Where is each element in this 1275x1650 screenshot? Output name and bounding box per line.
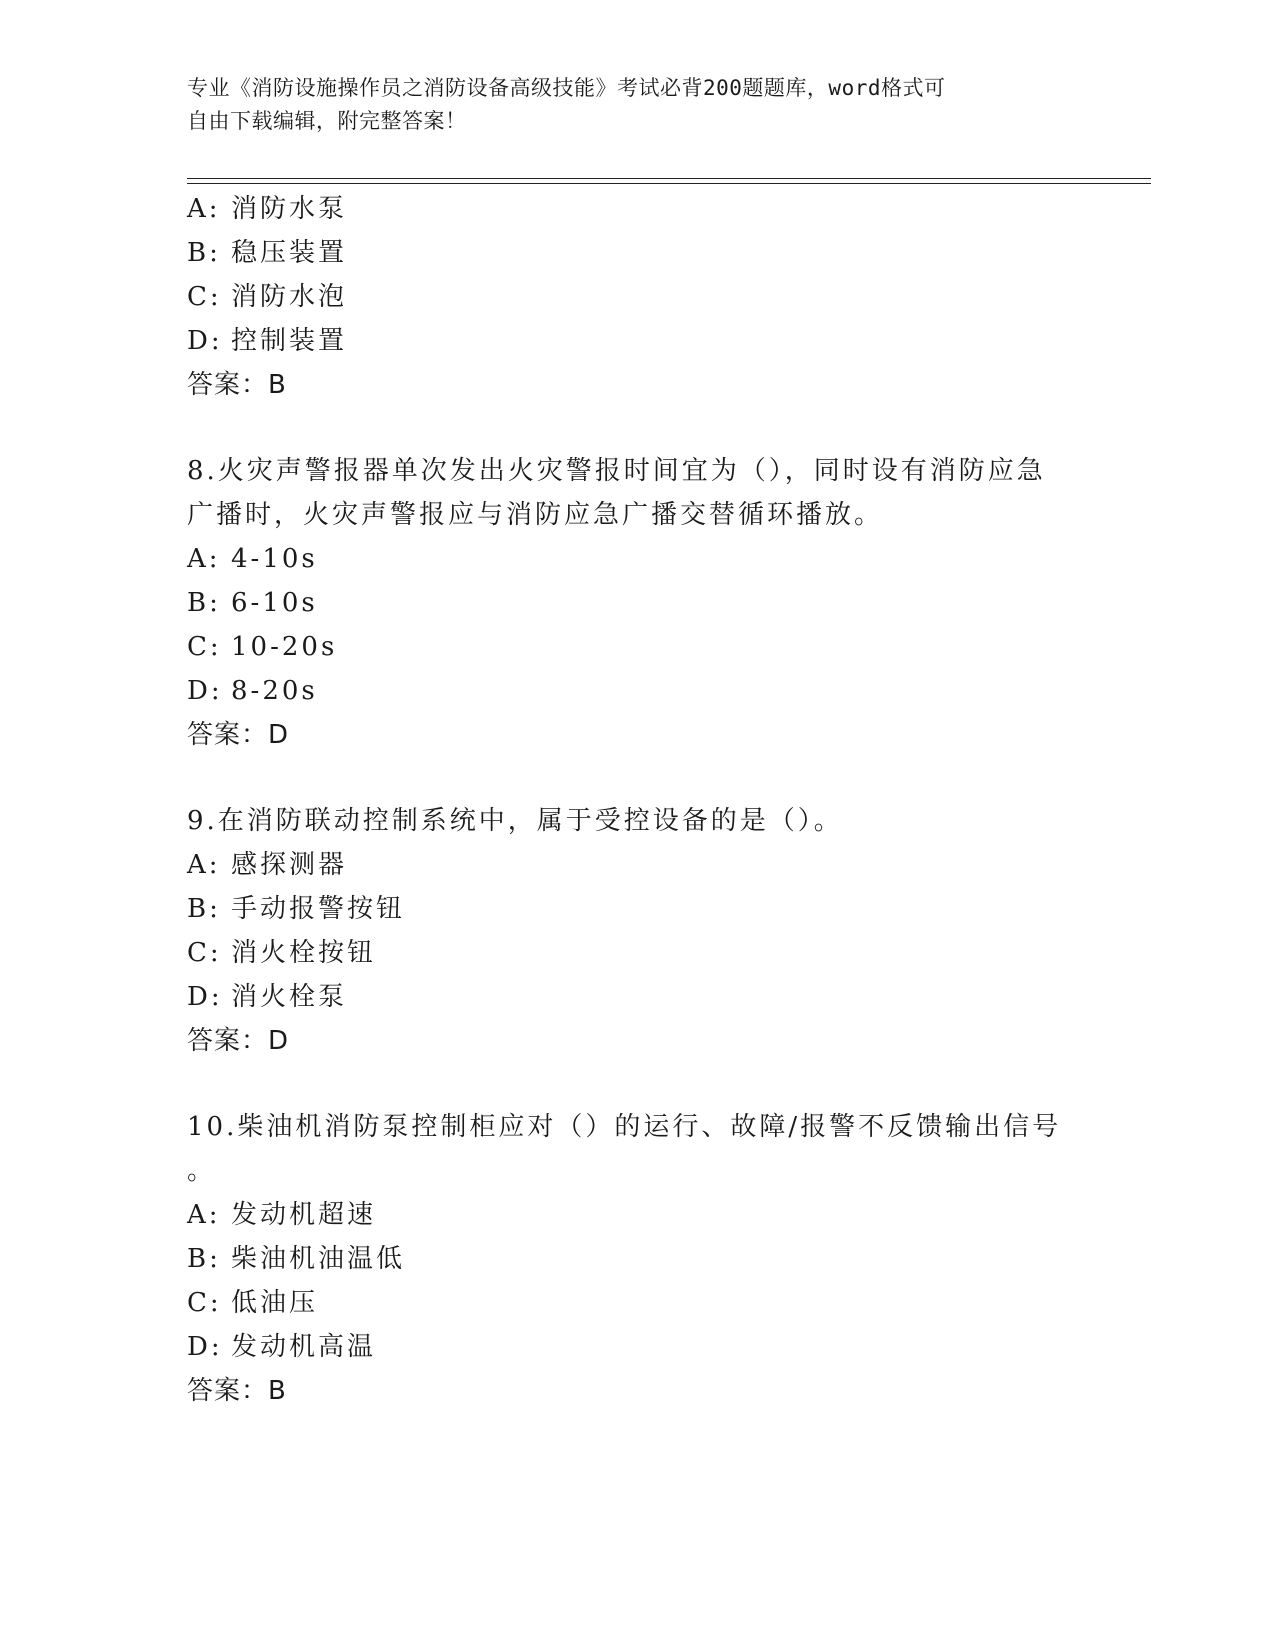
option-label: A: — [187, 850, 221, 880]
q9-option-a — [187, 848, 347, 882]
q7-option-a — [187, 192, 347, 226]
q8-stem-line-2: 广播时，火灾声警报应与消防应急广播交替循环播放。 — [187, 500, 884, 530]
header-divider-bottom — [187, 183, 1151, 184]
q10-option-d — [187, 1330, 376, 1364]
q10-option-c — [187, 1286, 318, 1320]
q8-option-d — [187, 674, 318, 708]
option-text: 6-10s — [231, 588, 318, 618]
option-label: A: — [187, 194, 221, 224]
option-label: A: — [187, 1200, 221, 1230]
q7-option-b — [187, 236, 347, 270]
option-label: B: — [187, 894, 221, 924]
option-text: 控制装置 — [231, 326, 348, 356]
q7-option-d — [187, 324, 347, 358]
option-text: 8-20s — [231, 676, 318, 706]
option-label: C: — [187, 938, 222, 968]
option-text: 发动机高温 — [231, 1332, 377, 1362]
option-text: 发动机超速 — [231, 1200, 377, 1230]
q9-stem-line-1: 9.在消防联动控制系统中，属于受控设备的是（）。 — [187, 806, 843, 836]
option-text: 稳压装置 — [231, 238, 348, 268]
option-text: 消防水泵 — [231, 194, 348, 224]
option-text: 感探测器 — [231, 850, 348, 880]
option-text: 低油压 — [231, 1288, 319, 1318]
header-line-1: 专业《消防设施操作员之消防设备高级技能》考试必背200题题库，word格式可 — [187, 76, 946, 100]
q8-option-c — [187, 630, 337, 664]
option-text: 10-20s — [231, 632, 338, 662]
option-label: B: — [187, 588, 221, 618]
q7-answer: 答案：B — [187, 370, 287, 400]
option-label: B: — [187, 238, 221, 268]
option-label: D: — [187, 676, 223, 706]
q8-option-a — [187, 542, 318, 576]
q9-option-b — [187, 892, 405, 926]
option-text: 手动报警按钮 — [231, 894, 406, 924]
header-divider-top — [187, 178, 1151, 179]
option-label: C: — [187, 282, 222, 312]
q8-option-b — [187, 586, 318, 620]
header-line-2: 自由下载编辑，附完整答案！ — [187, 109, 467, 133]
option-label: D: — [187, 326, 223, 356]
q10-option-b — [187, 1242, 405, 1276]
q8-answer: 答案：D — [187, 720, 290, 750]
option-label: B: — [187, 1244, 221, 1274]
document-header — [187, 72, 1087, 138]
q10-stem-line-2: 。 — [187, 1156, 217, 1186]
option-label: C: — [187, 632, 222, 662]
option-label: D: — [187, 1332, 223, 1362]
q9-option-c — [187, 936, 376, 970]
q10-option-a — [187, 1198, 376, 1232]
option-text: 消防水泡 — [231, 282, 348, 312]
option-label: C: — [187, 1288, 222, 1318]
option-text: 消火栓泵 — [231, 982, 348, 1012]
q8-stem-line-1: 8.火灾声警报器单次发出火灾警报时间宜为（），同时设有消防应急 — [187, 456, 1046, 486]
option-label: A: — [187, 544, 221, 574]
q9-option-d — [187, 980, 347, 1014]
option-text: 柴油机油温低 — [231, 1244, 406, 1274]
q9-answer: 答案：D — [187, 1026, 290, 1056]
q10-answer: 答案：B — [187, 1376, 287, 1406]
q10-stem-line-1: 10.柴油机消防泵控制柜应对（）的运行、故障/报警不反馈输出信号 — [187, 1112, 1062, 1142]
option-label: D: — [187, 982, 223, 1012]
option-text: 4-10s — [231, 544, 318, 574]
q7-option-c — [187, 280, 347, 314]
option-text: 消火栓按钮 — [231, 938, 377, 968]
